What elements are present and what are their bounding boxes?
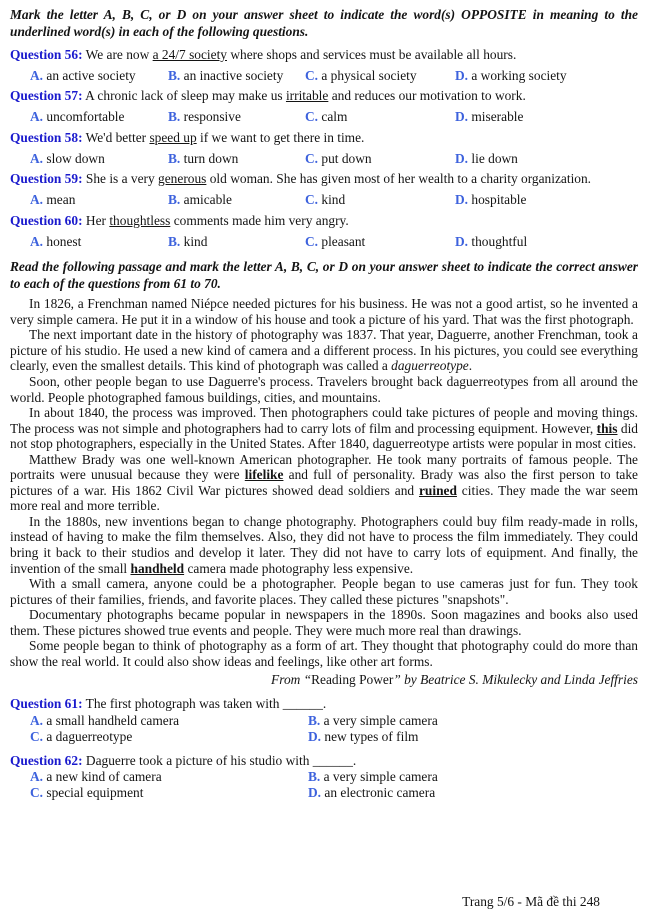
option-letter: A. <box>30 67 44 83</box>
option-letter: D. <box>455 150 469 166</box>
paragraph-text: Documentary photographs became popular in newspapers in the 1890s. Soon magazines and books also used them. These pictures showed true events and people. They were much more real than drawings. <box>10 607 638 638</box>
option-letter: A. <box>30 233 44 249</box>
source-attribution <box>10 672 638 688</box>
option-text: amicable <box>183 192 232 208</box>
option-text: new types of film <box>324 729 419 745</box>
passage-paragraph-2 <box>10 327 638 374</box>
options-grid <box>10 769 638 802</box>
question-text <box>10 752 638 769</box>
passage-paragraph-3 <box>10 374 638 405</box>
option-letter: A. <box>30 150 44 166</box>
paragraph-text: In 1826, a Frenchman named Niépce needed pictures for his business. He was not a good artist, so he invented a very simple camera. He put it in a window of his house and took a picture of his yard. That was the first photograph. <box>10 296 638 327</box>
answer-option-d <box>308 785 638 801</box>
option-letter: D. <box>455 233 469 249</box>
options-row <box>10 149 638 170</box>
question-number: Question 58: <box>10 129 83 145</box>
question-block-59 <box>10 169 638 211</box>
attribution-title: Reading Power <box>311 672 394 688</box>
option-text: an active society <box>46 67 136 83</box>
option-letter: D. <box>308 729 322 745</box>
option-letter: B. <box>308 712 321 728</box>
answer-option-c <box>305 107 455 128</box>
option-text: a working society <box>471 67 567 83</box>
question-text <box>10 86 638 107</box>
answer-option-a <box>30 66 168 87</box>
answer-option-a <box>30 769 308 785</box>
answer-option-d <box>308 729 638 745</box>
option-text: special equipment <box>46 785 144 801</box>
option-text: honest <box>46 233 82 249</box>
section-instruction-opposite: Mark the letter A, B, C, or D on your answer sheet to indicate the word(s) OPPOSITE in meaning to the underlined word(s) in each of the following questions. <box>10 7 638 39</box>
option-letter: C. <box>30 785 44 801</box>
answer-option-c <box>30 729 308 745</box>
option-text: turn down <box>183 150 239 166</box>
answer-option-d <box>455 190 638 211</box>
passage-paragraph-4 <box>10 405 638 452</box>
italic-term: daguerreotype <box>391 358 469 374</box>
question-number: Question 57: <box>10 88 83 104</box>
answer-option-c <box>305 149 455 170</box>
answer-option-a <box>30 190 168 211</box>
option-letter: D. <box>455 67 469 83</box>
option-letter: A. <box>30 109 44 125</box>
question-pre: We'd better <box>82 129 150 145</box>
underlined-term: a 24/7 society <box>152 46 227 62</box>
paragraph-text: The next important date in the history of photography was 1837. That year, Daguerre, another Frenchman, took a picture of his studio. He used a new kind of camera and a different process. In his pictures, you could see everything clearly, even the smallest details. This kind of photograph was called a <box>10 327 638 374</box>
paragraph-text: did not stop photographers, especially in the United States. After 1840, daguerreotype artists were popular in most cities. <box>10 420 638 452</box>
option-letter: A. <box>30 712 44 728</box>
question-post: where shops and services must be available all hours. <box>227 46 517 62</box>
option-text: put down <box>321 150 372 166</box>
underlined-term: thoughtless <box>109 212 171 228</box>
underlined-term: irritable <box>285 88 329 104</box>
paragraph-text: camera made photography less expensive. <box>184 560 414 576</box>
answer-option-d <box>455 66 638 87</box>
question-text <box>10 128 638 149</box>
paragraph-text: Soon, other people began to use Daguerre's process. Travelers brought back daguerreotypes from all around the world. People photographed famous buildings, cities, and mountains. <box>10 373 638 405</box>
answer-option-b <box>308 769 638 785</box>
option-text: hospitable <box>471 192 527 208</box>
question-post: if we want to get there in time. <box>196 129 365 145</box>
option-text: a very simple camera <box>323 712 438 728</box>
option-text: mean <box>46 192 76 208</box>
option-letter: C. <box>30 729 44 745</box>
question-block-62 <box>10 752 638 802</box>
question-block-60 <box>10 211 638 253</box>
answer-option-c <box>30 785 308 801</box>
option-letter: C. <box>305 233 319 249</box>
option-text: an electronic camera <box>324 785 436 801</box>
question-post: old woman. She has given most of her wealth to a charity organization. <box>206 171 592 187</box>
emphasized-term: this <box>596 420 618 436</box>
answer-option-d <box>455 107 638 128</box>
question-text <box>10 169 638 190</box>
option-text: pleasant <box>321 233 366 249</box>
passage-paragraph-7 <box>10 576 638 607</box>
attribution-pre: From “ <box>271 672 312 688</box>
option-text: kind <box>183 233 208 249</box>
answer-option-b <box>168 190 305 211</box>
passage-paragraph-9 <box>10 638 638 669</box>
answer-option-b <box>308 713 638 729</box>
paragraph-text: and full of personality. Brady was also the first person to take pictures of a war. His 1862 Civil War pictures showed dead soldiers and <box>10 467 638 498</box>
paragraph-text: With a small camera, anyone could be a photographer. People began to use cameras just for fun. They took pictures of their families, friends, and favorite places. They called these pictures "snapshots". <box>10 576 638 607</box>
reading-question-section <box>10 695 638 801</box>
page-footer: Trang 5/6 - Mã đề thi 248 <box>462 894 600 909</box>
option-text: miserable <box>471 109 524 125</box>
options-row <box>10 107 638 128</box>
question-number: Question 61: <box>10 696 83 712</box>
option-text: a very simple camera <box>323 768 438 784</box>
answer-option-c <box>305 232 455 253</box>
paragraph-text: cities. They made the war seem more real and more terrible. <box>10 482 638 514</box>
emphasized-term: ruined <box>418 482 457 498</box>
question-pre: We are now <box>82 46 153 62</box>
answer-option-b <box>168 66 305 87</box>
option-text: a daguerreotype <box>46 729 133 745</box>
answer-option-b <box>168 232 305 253</box>
passage-paragraph-5 <box>10 452 638 514</box>
answer-option-d <box>455 149 638 170</box>
vocab-question-section <box>10 45 638 253</box>
option-letter: B. <box>168 67 181 83</box>
option-letter: D. <box>455 109 469 125</box>
option-text: a small handheld camera <box>46 712 180 728</box>
answer-option-a <box>30 232 168 253</box>
section-instruction-reading: Read the following passage and mark the letter A, B, C, or D on your answer sheet to indicate the correct answer to each of the questions from 61 to 70. <box>10 259 638 292</box>
question-number: Question 62: <box>10 752 83 768</box>
option-text: uncomfortable <box>46 109 125 125</box>
option-text: a physical society <box>321 67 417 83</box>
option-letter: A. <box>30 768 44 784</box>
question-block-56 <box>10 45 638 87</box>
question-post: comments made him very angry. <box>170 212 349 228</box>
answer-option-d <box>455 232 638 253</box>
question-block-57 <box>10 86 638 128</box>
question-text <box>10 45 638 66</box>
question-number: Question 56: <box>10 46 83 62</box>
paragraph-text: Matthew Brady was one well-known American photographer. He took many portraits of famous people. The portraits were unusual because they were <box>10 451 638 483</box>
option-letter: B. <box>168 192 181 208</box>
options-row <box>10 66 638 87</box>
options-row <box>10 190 638 211</box>
option-text: a new kind of camera <box>46 768 162 784</box>
option-letter: D. <box>455 192 469 208</box>
option-letter: B. <box>308 768 321 784</box>
emphasized-term: lifelike <box>244 467 284 483</box>
answer-option-a <box>30 107 168 128</box>
answer-option-a <box>30 149 168 170</box>
option-letter: C. <box>305 109 319 125</box>
emphasized-term: handheld <box>130 560 185 576</box>
options-grid <box>10 713 638 746</box>
answer-option-c <box>305 190 455 211</box>
answer-option-b <box>168 107 305 128</box>
answer-option-b <box>168 149 305 170</box>
question-body: The first photograph was taken with ______. <box>82 696 327 712</box>
option-letter: B. <box>168 150 181 166</box>
underlined-term: speed up <box>149 129 197 145</box>
option-letter: C. <box>305 192 319 208</box>
option-text: lie down <box>471 150 518 166</box>
question-number: Question 60: <box>10 212 83 228</box>
option-letter: B. <box>168 233 181 249</box>
paragraph-text: In the 1880s, new inventions began to change photography. Photographers could buy film ready-made in rolls, instead of having to make the film themselves. Also, they did not have to process the film immediately. They could bring it back to their studios and develop it later. They did not have to carry lots of equipment. And finally, the invention of the small <box>10 513 638 576</box>
passage-paragraph-1 <box>10 296 638 327</box>
paragraph-text: In about 1840, the process was improved. Then photographers could take pictures of people and moving things. The process was not simple and photographers had to carry lots of film and processing equipment. However, <box>10 405 638 436</box>
question-post: and reduces our motivation to work. <box>328 88 526 104</box>
option-text: calm <box>321 109 348 125</box>
question-body: Daguerre took a picture of his studio with ______. <box>82 752 357 768</box>
question-text <box>10 695 638 712</box>
question-pre: Her <box>82 212 110 228</box>
underlined-term: generous <box>158 171 207 187</box>
answer-option-c <box>305 66 455 87</box>
option-letter: C. <box>305 67 319 83</box>
question-block-61 <box>10 695 638 745</box>
paragraph-text: . <box>468 358 473 374</box>
option-text: an inactive society <box>183 67 284 83</box>
option-letter: C. <box>305 150 319 166</box>
question-text <box>10 211 638 232</box>
question-pre: She is a very <box>82 171 159 187</box>
question-pre: A chronic lack of sleep may make us <box>82 88 286 104</box>
passage-paragraph-8 <box>10 607 638 638</box>
option-text: responsive <box>183 109 241 125</box>
option-letter: A. <box>30 192 44 208</box>
options-row <box>10 232 638 253</box>
option-text: thoughtful <box>471 233 528 249</box>
answer-option-a <box>30 713 308 729</box>
option-letter: D. <box>308 785 322 801</box>
option-text: slow down <box>46 150 105 166</box>
question-block-58 <box>10 128 638 170</box>
option-letter: B. <box>168 109 181 125</box>
question-number: Question 59: <box>10 171 83 187</box>
reading-passage <box>10 296 638 688</box>
option-text: kind <box>321 192 346 208</box>
paragraph-text: Some people began to think of photography as a form of art. They thought that photography could do more than show the real world. It could also show ideas and feelings, like other art forms. <box>10 638 638 669</box>
passage-paragraph-6 <box>10 514 638 576</box>
attribution-authors: ” by Beatrice S. Mikulecky and Linda Jeffries <box>393 672 638 688</box>
